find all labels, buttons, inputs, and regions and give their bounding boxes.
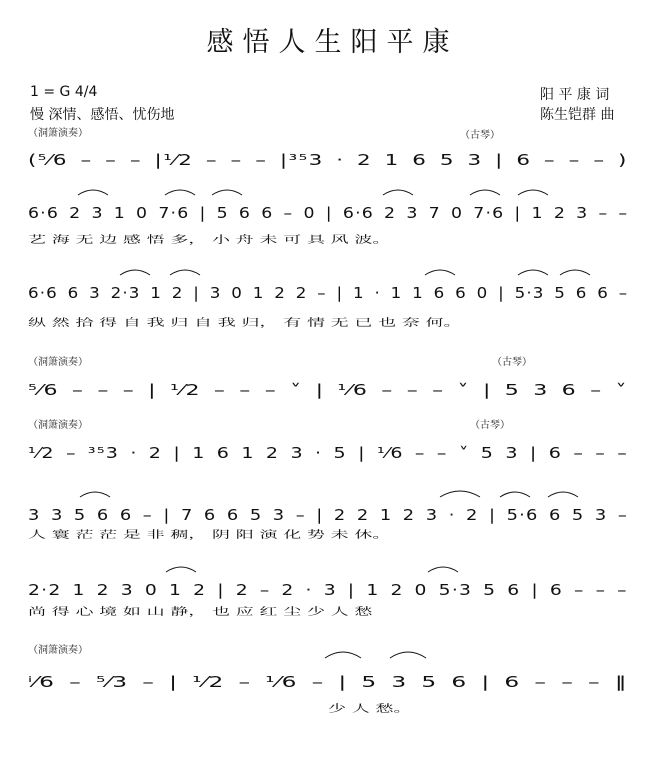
instrument-mark-qin: （古琴）: [492, 357, 532, 368]
lyric-text: 少 人 愁。: [328, 704, 412, 715]
slur: [470, 190, 500, 195]
instrument-mark-xiao: （洞箫演奏）: [28, 645, 88, 656]
notation-text: 3 3 5 6 6 – | 7 6 6 5 3 – | 2 2 1 2 3 · 2 | 5·6 6 5 3 –: [28, 506, 628, 524]
lyric-text: 艺 海 无 边 感 悟 多， 小 舟 未 可 具 风 波。: [28, 235, 391, 246]
slur: [518, 190, 548, 195]
composer-credit: 陈生铠群 曲: [540, 107, 615, 123]
notation-text: 6·6 2 3 1 0 7·6 | 5 6 6 – 0 | 6·6 2 3 7 0 7·6 | 1 2 3 – –: [28, 204, 629, 222]
notation-text: (⁵⁄6 – – – |¹⁄2 – – – |³⁵3 · 2 1 6 5 3 | 6 – – – ): [28, 151, 628, 169]
slur: [166, 567, 196, 572]
page-title: 感悟人生阳平康: [206, 27, 459, 58]
key-signature: 1 = G 4/4: [30, 84, 98, 100]
slur: [78, 190, 108, 195]
instrument-mark-qin: （古琴）: [470, 420, 510, 431]
notation-text: ¹⁄2 – ³⁵3 · 2 | 1 6 1 2 3 · 5 | ¹⁄6 – – ˅ 5 3 | 6 – – –: [28, 444, 629, 462]
slur: [428, 567, 458, 572]
instrument-mark-qin: （古琴）: [460, 130, 500, 141]
slur: [390, 652, 426, 658]
lyric-text: 纵 然 拾 得 自 我 归 自 我 归， 有 情 无 已 也 奈 何。: [28, 318, 462, 329]
slur: [325, 652, 361, 658]
slur: [80, 492, 110, 497]
instrument-mark-xiao: （洞箫演奏）: [28, 357, 88, 368]
slur: [548, 492, 578, 497]
slur: [120, 270, 150, 275]
slur: [560, 270, 590, 275]
slur: [425, 270, 455, 275]
slur: [383, 190, 413, 195]
slur: [165, 190, 195, 195]
instrument-mark-xiao: （洞箫演奏）: [28, 420, 88, 431]
slur: [440, 491, 480, 497]
lyric-text: 尚 得 心 境 如 山 静， 也 应 红 尘 少 人 愁: [28, 607, 373, 618]
notation-text: ⁵⁄6 – – – | ¹⁄2 – – – ˅ | ¹⁄6 – – – ˅ | 5 3 6 – ˅: [28, 381, 629, 399]
slur: [170, 270, 200, 275]
lyricist-credit: 阳 平 康 词: [540, 87, 610, 103]
notation-text: 6·6 6 3 2·3 1 2 | 3 0 1 2 2 – | 1 · 1 1 6 6 0 | 5·3 5 6 6 –: [28, 284, 629, 302]
lyric-text: 人 寰 茫 茫 是 非 稠， 阴 阳 演 化 势 未 休。: [28, 530, 391, 541]
expression-mark: 慢 深情、感悟、忧伤地: [30, 107, 175, 123]
notation-text: 2·2 1 2 3 0 1 2 | 2 – 2 · 3 | 1 2 0 5·3 5 6 | 6 – – –: [28, 581, 628, 599]
slur: [212, 190, 242, 195]
slur: [518, 270, 548, 275]
notation-text: ⁱ⁄6 – ⁵⁄3 – | ¹⁄2 – ¹⁄6 – | 5 3 5 6 | 6 – – – ‖: [28, 673, 629, 691]
slur: [500, 492, 530, 497]
instrument-mark-xiao: （洞箫演奏）: [28, 128, 88, 139]
